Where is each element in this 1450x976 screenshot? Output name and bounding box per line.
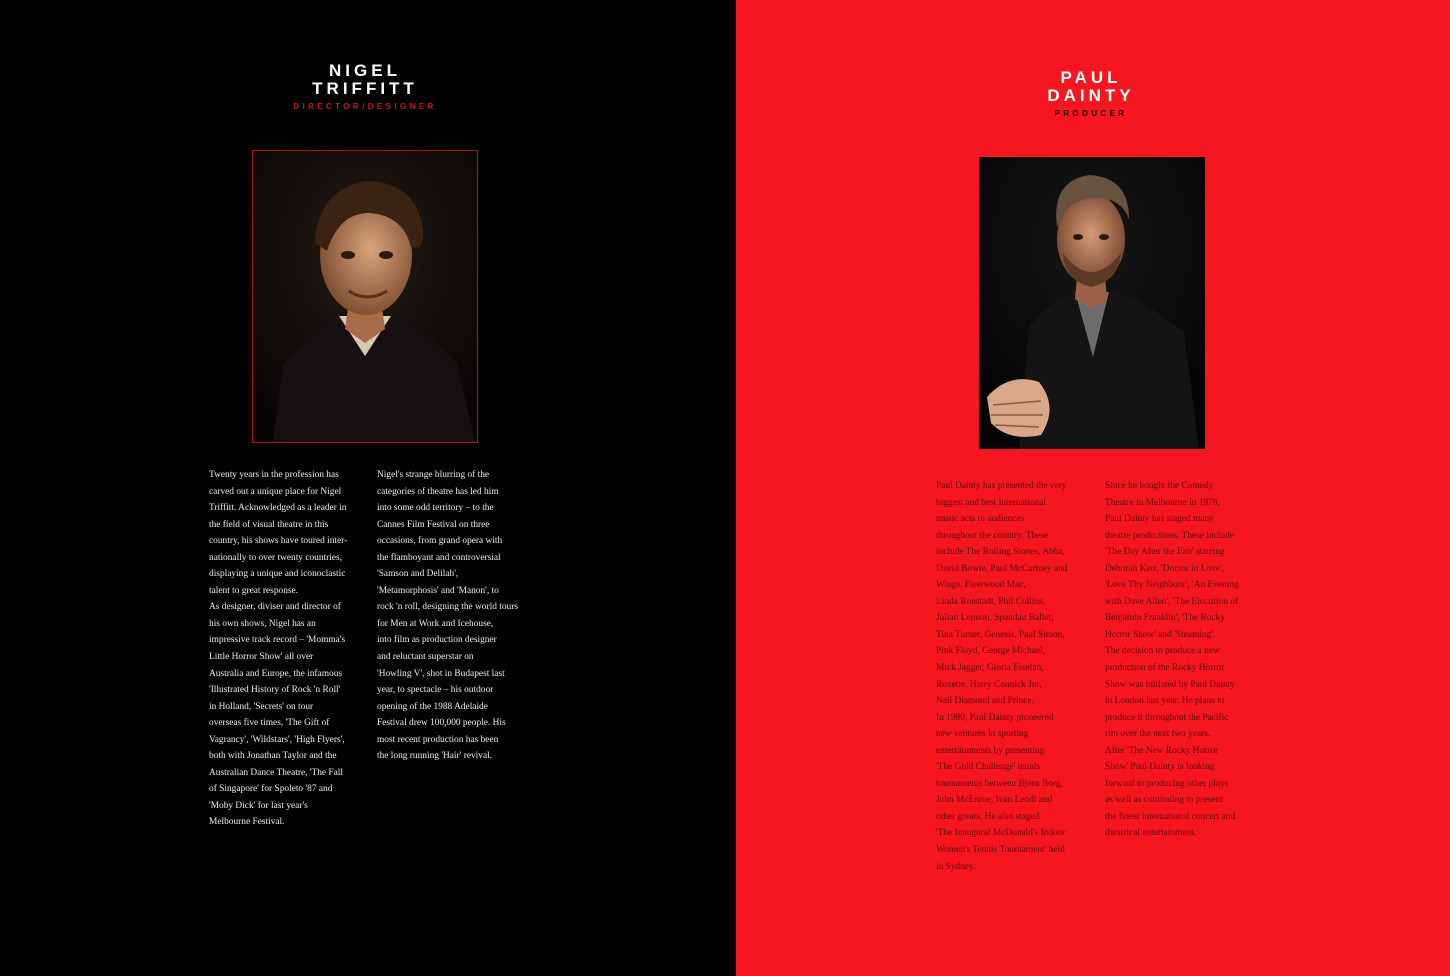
right-heading [941, 69, 1241, 118]
bio-text-line: 'Love Thy Neighbour', 'An Evening [1105, 580, 1239, 591]
bio-text-line: 'Samson and Delilah', [377, 569, 459, 580]
bio-text-line: as well as continuing to present [1105, 795, 1223, 806]
bio-text-line: impressive track record – 'Momma's [209, 635, 346, 646]
left-name-line2: TRIFFITT [312, 79, 418, 98]
right-role: PRODUCER [1054, 109, 1128, 118]
bio-text-line: year, to spectacle – his outdoor [377, 685, 494, 696]
bio-text-line: most recent production has been [377, 734, 499, 745]
bio-text-line: Nigel's strange blurring of the [377, 470, 490, 480]
bio-text-line: the finest international concert and [1105, 811, 1236, 822]
bio-text-line: Vagrancy', 'Wildstars', 'High Flyers', [209, 734, 345, 745]
bio-text-line: for Men at Work and Icehouse, [377, 618, 494, 629]
bio-text-line: 'Howling V', shot in Budapest last [377, 668, 505, 679]
bio-text-line: in Holland, 'Secrets' on tour [209, 701, 314, 712]
bio-text-line: produce it throughout the Pacific [1105, 712, 1229, 723]
bio-text-line: Tina Turner, Genesis, Paul Simon, [936, 629, 1065, 640]
bio-text-line: other greats. He also staged [936, 811, 1040, 822]
bio-text-line: The decision to produce a new [1105, 646, 1220, 657]
bio-text-line: both with Jonathan Taylor and the [209, 751, 337, 762]
bio-text-line: occasions, from grand opera with [377, 536, 503, 547]
bio-text-line: forward to producing other plays [1105, 778, 1229, 789]
bio-text-line: new ventures in sporting [936, 729, 1029, 740]
bio-text-line: and reluctant superstar on [377, 652, 474, 663]
bio-text-line: Theatre in Melbourne in 1978, [1105, 497, 1220, 508]
bio-text-line: Since he bought the Comedy [1105, 481, 1214, 491]
bio-text-line: into film as production designer [377, 635, 497, 646]
paul-dainty-portrait [979, 157, 1205, 449]
left-role: DIRECTOR/DESIGNER [293, 102, 437, 111]
bio-text-line: rock 'n roll, designing the world tours [377, 602, 518, 613]
bio-text-line: After 'The New Rocky Horror [1105, 745, 1219, 756]
portrait-illustration [253, 151, 477, 442]
bio-text-line: of Singapore' for Spoleto '87 and [209, 784, 333, 795]
left-bio-column-2 [377, 467, 537, 765]
bio-text-line: overseas five times, 'The Gift of [209, 718, 330, 729]
bio-text-line: Women's Tennis Tournament' held [936, 845, 1065, 856]
bio-text-line: in London last year. He plans to [1105, 696, 1225, 707]
bio-text-line: In 1980, Paul Dainty pioneered [936, 712, 1054, 723]
bio-text-line: his own shows, Nigel has an [209, 618, 316, 629]
bio-text-line: Roxette, Harry Connick Jnr, [936, 679, 1042, 690]
bio-text-line: Horror Show' and 'Steaming'. [1105, 629, 1216, 640]
bio-text-line: biggest and best international [936, 497, 1047, 508]
bio-text-line: 'The Day After the Fair' starring [1105, 547, 1225, 558]
portrait-illustration [979, 157, 1205, 449]
bio-text-line: Melbourne Festival. [209, 817, 285, 828]
bio-text-line: Deborah Kerr, 'Doctor in Love', [1105, 563, 1225, 574]
bio-text-line: Twenty years in the profession has [209, 470, 339, 480]
bio-text-line: 'The Inaugural McDonald's Indoor [936, 828, 1066, 839]
bio-text-line: Benjamin Franklin', 'The Rocky [1105, 613, 1226, 624]
bio-text-line: displaying a unique and iconoclastic [209, 569, 346, 580]
bio-text-line: Little Horror Show' all over [209, 652, 314, 663]
bio-text-line: Show' Paul Dainty is looking [1105, 762, 1215, 773]
bio-text-line: Triffitt. Acknowledged as a leader in [209, 503, 347, 514]
bio-text-line: As designer, diviser and director of [209, 602, 341, 613]
bio-text-line: the flamboyant and controversial [377, 552, 501, 563]
right-bio-column-1 [936, 478, 1101, 875]
bio-text-line: Cannes Film Festival on three [377, 519, 490, 530]
bio-text-line: tournaments between Bjorn Borg, [936, 778, 1063, 789]
bio-text-line: carved out a unique place for Nigel [209, 486, 342, 497]
bio-text-line: nationally to over twenty countries, [209, 552, 343, 563]
bio-text-line: theatre productions. These include [1105, 530, 1234, 541]
bio-text-line: Neil Diamond and Prince. [936, 696, 1034, 707]
bio-text-line: throughout the country. These [936, 530, 1049, 541]
bio-text-line: John McEnroe, Ivan Lendl and [936, 795, 1053, 806]
bio-text-line: the long running 'Hair' revival. [377, 751, 493, 762]
right-page [736, 0, 1450, 976]
bio-text-line: production of the Rocky Horror [1105, 663, 1225, 674]
bio-text-line: Festival drew 100,000 people. His [377, 718, 506, 729]
left-bio-column-1 [209, 467, 369, 831]
bio-text-line: music acts to audiences [936, 514, 1025, 525]
left-heading [215, 62, 515, 111]
bio-text-line: Pink Floyd, George Michael, [936, 646, 1045, 657]
right-name-line2: DAINTY [1047, 86, 1135, 105]
bio-text-line: 'Metamorphosis' and 'Manon', to [377, 585, 499, 596]
bio-text-line: Linda Ronstadt, Phil Collins, [936, 596, 1046, 607]
bio-text-line: 'Moby Dick' for last year's [209, 800, 308, 811]
bio-text-line: in Sydney. [936, 861, 976, 872]
bio-text-line: Julian Lennon, Spandau Ballet, [936, 613, 1054, 624]
bio-text-line: Show was initiated by Paul Dainty [1105, 679, 1235, 690]
bio-text-line: David Bowie, Paul McCartney and [936, 563, 1068, 574]
bio-text-line: Australian Dance Theatre, 'The Fall [209, 767, 344, 778]
right-bio-column-2 [1105, 478, 1270, 842]
bio-text-line: Wings, Fleetwood Mac, [936, 580, 1026, 591]
bio-text-line: opening of the 1988 Adelaide [377, 701, 488, 712]
bio-text-line: Australia and Europe, the infamous [209, 668, 343, 679]
bio-text-line: Mick Jagger, Gloria Estefan, [936, 663, 1044, 674]
bio-text-line: 'Illustrated History of Rock 'n Roll' [209, 685, 341, 696]
bio-text-line: include The Rolling Stones, Abba, [936, 547, 1065, 558]
nigel-triffitt-portrait [252, 150, 478, 443]
bio-text-line: 'The Gold Challenge' tennis [936, 762, 1041, 773]
bio-text-line: theatrical entertainment. [1105, 828, 1197, 839]
bio-text-line: the field of visual theatre in this [209, 519, 329, 530]
bio-text-line: talent to great response. [209, 585, 299, 596]
bio-text-line: with Dave Allen', 'The Elocution of [1105, 596, 1239, 607]
bio-text-line: rim over the next two years. [1105, 729, 1211, 740]
bio-text-line: categories of theatre has led him [377, 486, 499, 497]
bio-text-line: Paul Dainty has staged many [1105, 514, 1214, 525]
bio-text-line: into some odd territory – to the [377, 503, 494, 514]
bio-text-line: Paul Dainty has presented the very [936, 481, 1067, 491]
left-name-line1: NIGEL [329, 61, 401, 80]
right-name-line1: PAUL [1060, 68, 1122, 87]
bio-text-line: country, his shows have toured inter- [209, 536, 348, 547]
bio-text-line: entertainments by presenting [936, 745, 1045, 756]
